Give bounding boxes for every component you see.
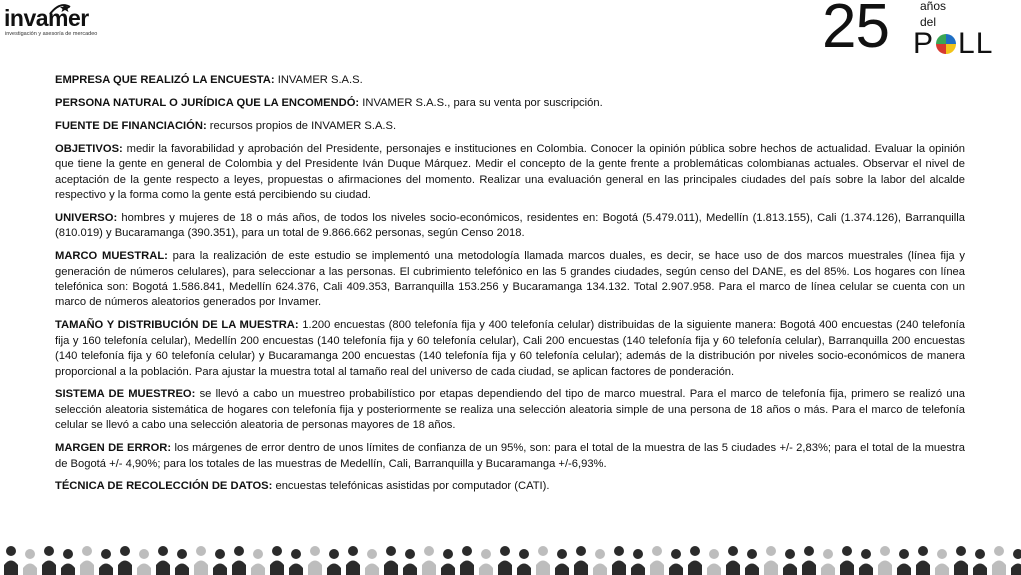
person-silhouette-icon	[954, 546, 968, 575]
paragraph-tamano-muestra: TAMAÑO Y DISTRIBUCIÓN DE LA MUESTRA: 1.200 encuestas (800 telefonía fija y 400 telefonía celular) distribuidas de la siguiente manera: Bogotá 400 encuestas (240 telefonía fija y 160 telefonía celular), Medellín 200 encuestas (140 telefonía fija y 60 telefonía celular), Cali 200 encuestas (140 telefonía fija y 60 telefonía celular), Barranquilla 200 encuestas (140 telefonía fija y 60 telefonía celular) y Bucaramanga 200 encuestas (140 telefonía fija y 60 telefonía celular); además de la distribución por niveles socio-económicos de manera proporcional a la población. Para ajustar la muestra total al tamaño real del universo de cada ciudad, se aplican factores de ponderación.	[55, 319, 965, 378]
person-silhouette-icon	[441, 549, 455, 575]
paragraph-text: hombres y mujeres de 18 o más años, de todos los niveles socio-económicos, residentes en: Bogotá (5.479.011), Medellín (1.813.155), Cali (1.374.126), Barranquilla (810.019) y Bucaramanga (390.351), para un total de 9.866.662 personas, según Censo 2018.	[55, 211, 965, 240]
person-silhouette-icon	[859, 549, 873, 575]
person-silhouette-icon	[251, 549, 265, 575]
paragraph-label: EMPRESA QUE REALIZÓ LA ENCUESTA	[55, 74, 271, 86]
poll-number: 25	[822, 0, 889, 61]
invamer-logo	[4, 6, 114, 40]
crowd-silhouette-decoration	[0, 539, 1021, 575]
person-silhouette-icon	[346, 546, 360, 575]
person-silhouette-icon	[783, 549, 797, 575]
person-silhouette-icon	[289, 549, 303, 575]
person-silhouette-icon	[726, 546, 740, 575]
logo-tagline: investigación y asesoría de mercadeo	[5, 31, 98, 37]
person-silhouette-icon	[555, 549, 569, 575]
pie-chart-icon	[935, 33, 957, 55]
person-silhouette-icon	[118, 546, 132, 575]
paragraph-label: TÉCNICA DE RECOLECCIÓN DE DATOS	[55, 480, 269, 493]
person-silhouette-icon	[916, 546, 930, 575]
person-silhouette-icon	[479, 549, 493, 575]
person-silhouette-icon	[99, 549, 113, 575]
person-silhouette-icon	[935, 549, 949, 575]
person-silhouette-icon	[840, 546, 854, 575]
poll-anos-label: años	[920, 0, 947, 13]
paragraph-tecnica: TÉCNICA DE RECOLECCIÓN DE DATOS: encuestas telefónicas asistidas por computador (CATI).	[55, 480, 550, 493]
poll-badge	[822, 0, 1007, 60]
person-silhouette-icon	[194, 546, 208, 575]
person-silhouette-icon	[156, 546, 170, 575]
person-silhouette-icon	[574, 546, 588, 575]
person-silhouette-icon	[498, 546, 512, 575]
person-silhouette-icon	[327, 549, 341, 575]
person-silhouette-icon	[650, 546, 664, 575]
paragraph-text: los márgenes de error dentro de unos límites de confianza de un 95%, son: para el total de la muestra de las 5 ciudades +/- 2,83%; para el total de la muestra de Bogotá +/- 4,90%; para los totales de las muestras de Medellín, Cali, Barranquilla y Bucaramanga +/-6,93%.	[55, 442, 965, 470]
person-silhouette-icon	[403, 549, 417, 575]
poll-del-label: del	[920, 15, 937, 29]
person-silhouette-icon	[764, 546, 778, 575]
poll-word-left: P	[913, 27, 935, 60]
person-silhouette-icon	[878, 546, 892, 575]
person-silhouette-icon	[175, 549, 189, 575]
paragraph-universo: UNIVERSO: hombres y mujeres de 18 o más años, de todos los niveles socio-económicos, residentes en: Bogotá (5.479.011), Medellín (1.813.155), Cali (1.374.126), Barranquilla (810.019) y Bucaramanga (390.351), para un total de 9.866.662 personas, según Censo 2018.	[55, 211, 965, 240]
paragraph-fuente: FUENTE DE FINANCIACIÓN: recursos propios de INVAMER S.A.S.	[55, 119, 397, 132]
person-silhouette-icon	[802, 546, 816, 575]
paragraph-label: TAMAÑO Y DISTRIBUCIÓN DE LA MUESTRA	[55, 319, 295, 332]
paragraph-text: INVAMER S.A.S., para su venta por suscripción.	[359, 96, 603, 109]
paragraph-persona: PERSONA NATURAL O JURÍDICA QUE LA ENCOMENDÓ: INVAMER S.A.S., para su venta por suscripción.	[55, 96, 603, 109]
paragraph-label: SISTEMA DE MUESTREO	[55, 388, 192, 401]
person-silhouette-icon	[745, 549, 759, 575]
person-silhouette-icon	[80, 546, 94, 575]
person-silhouette-icon	[308, 546, 322, 575]
paragraph-text: recursos propios de INVAMER S.A.S.	[206, 119, 397, 132]
person-silhouette-icon	[270, 546, 284, 575]
paragraph-label: UNIVERSO	[55, 211, 114, 224]
paragraph-label: OBJETIVOS	[55, 142, 120, 155]
paragraph-text: 1.200 encuestas (800 telefonía fija y 400 telefonía celular) distribuidas de la siguiente manera: Bogotá 400 encuestas (240 telefonía fija y 160 telefonía celular), Medellín 200 encuestas (140 telefonía fija y 60 telefonía celular), Cali 200 encuestas (140 telefonía fija y 60 telefonía celular), Barranquilla 200 encuestas (140 telefonía fija y 60 telefonía celular) y Bucaramanga 200 encuestas (140 telefonía fija y 60 telefonía celular); además de la distribución por niveles socio-económicos de manera proporcional a la población. Para ajustar la muestra total al tamaño real del universo de cada ciudad, se aplican factores de ponderación.	[55, 319, 965, 378]
person-silhouette-icon	[1011, 549, 1021, 575]
paragraph-text: INVAMER S.A.S.	[274, 74, 363, 86]
poll-word-right: LL	[958, 27, 994, 60]
person-silhouette-icon	[536, 546, 550, 575]
paragraph-text: se llevó a cabo un muestreo probabilístico por etapas dependiendo del tipo de marco muestral. Para el marco de telefonía fija, primero se realizó una selección aleatoria sistemática de hogares con telefonía fija y posteriormente se realiza una selección aleatoria simple de una persona de 18 años o más. Para el marco de telefonía celular se llevó a cabo una selección aleatoria de personas mayores de 18 años.	[55, 388, 965, 432]
logo-wordmark: invamer	[4, 5, 89, 31]
paragraph-text: medir la favorabilidad y aprobación del Presidente, personajes e instituciones en Colombia. Conocer la opinión pública sobre hechos de actualidad. Evaluar la opinión que tiene la gente en general de Colombia y del Presidente Iván Duque Márquez. Medir el concepto de la gente frente a problemáticas colombianas actuales. Observar el nivel de aceptación de la gente respecto a leyes, propuestas o afirmaciones del momento. Realizar una evaluación general en las principales ciudades del país sobre la labor del alcalde respectivo y la forma como la gente está percibiendo su ciudad.	[55, 142, 965, 201]
person-silhouette-icon	[631, 549, 645, 575]
person-silhouette-icon	[897, 549, 911, 575]
person-silhouette-icon	[61, 549, 75, 575]
person-silhouette-icon	[422, 546, 436, 575]
person-silhouette-icon	[688, 546, 702, 575]
paragraph-label: FUENTE DE FINANCIACIÓN	[55, 119, 203, 132]
paragraph-objetivos: OBJETIVOS: medir la favorabilidad y aprobación del Presidente, personajes e instituciones en Colombia. Conocer la opinión pública sobre hechos de actualidad. Evaluar la opinión que tiene la gente en general de Colombia y del Presidente Iván Duque Márquez. Medir el concepto de la gente frente a problemáticas colombianas actuales. Observar el nivel de aceptación de la gente respecto a leyes, propuestas o afirmaciones del momento. Realizar una evaluación general en las principales ciudades del país sobre la labor del alcalde respectivo y la forma como la gente está percibiendo su ciudad.	[55, 142, 965, 201]
technical-sheet	[55, 73, 965, 502]
person-silhouette-icon	[365, 549, 379, 575]
paragraph-empresa: EMPRESA QUE REALIZÓ LA ENCUESTA: INVAMER S.A.S.	[55, 74, 363, 86]
person-silhouette-icon	[460, 546, 474, 575]
poll-wordmark	[913, 28, 993, 60]
paragraph-margen-error: MARGEN DE ERROR: los márgenes de error dentro de unos límites de confianza de un 95%, son: para el total de la muestra de las 5 ciudades +/- 2,83%; para el total de la muestra de Bogotá +/- 4,90%; para los totales de las muestras de Medellín, Cali, Barranquilla y Bucaramanga +/-6,93%.	[55, 442, 965, 470]
paragraph-label: PERSONA NATURAL O JURÍDICA QUE LA ENCOMENDÓ	[55, 96, 356, 109]
person-silhouette-icon	[821, 549, 835, 575]
person-silhouette-icon	[992, 546, 1006, 575]
person-silhouette-icon	[4, 546, 18, 575]
person-silhouette-icon	[23, 549, 37, 575]
person-silhouette-icon	[384, 546, 398, 575]
paragraph-text: para la realización de este estudio se implementó una metodología llamada marcos duales, es decir, se hace uso de dos marcos muestrales (línea fija y generación de números celulares), para seleccionar a las personas. El cubrimiento telefónico en las 5 grandes ciudades, según censo del DANE, es del 85%. Los hogares con línea telefónica son: Bogotá 1.586.841, Medellín 624.376, Cali 409.353, Barranquilla 153.256 y Bucaramanga 134.132. Total 2.907.958. Para el marco de línea celular se cuenta con un marco de números aleatorios generados por Invamer.	[55, 250, 965, 309]
paragraph-text: encuestas telefónicas asistidas por computador (CATI).	[272, 480, 550, 493]
person-silhouette-icon	[707, 549, 721, 575]
paragraph-sistema-muestreo: SISTEMA DE MUESTREO: se llevó a cabo un muestreo probabilístico por etapas dependiendo del tipo de marco muestral. Para el marco de telefonía fija, primero se realizó una selección aleatoria sistemática de hogares con telefonía fija y posteriormente se realiza una selección aleatoria simple de una persona de 18 años o más. Para el marco de telefonía celular se llevó a cabo una selección aleatoria de personas mayores de 18 años.	[55, 388, 965, 432]
person-silhouette-icon	[137, 549, 151, 575]
paragraph-marco-muestral: MARCO MUESTRAL: para la realización de este estudio se implementó una metodología llamada marcos duales, es decir, se hace uso de dos marcos muestrales (línea fija y generación de números celulares), para seleccionar a las personas. El cubrimiento telefónico en las 5 grandes ciudades, según censo del DANE, es del 85%. Los hogares con línea telefónica son: Bogotá 1.586.841, Medellín 624.376, Cali 409.353, Barranquilla 153.256 y Bucaramanga 134.132. Total 2.907.958. Para el marco de línea celular se cuenta con un marco de números aleatorios generados por Invamer.	[55, 250, 965, 309]
paragraph-label: MARGEN DE ERROR	[55, 442, 168, 455]
person-silhouette-icon	[669, 549, 683, 575]
person-silhouette-icon	[213, 549, 227, 575]
paragraph-label: MARCO MUESTRAL	[55, 250, 165, 263]
person-silhouette-icon	[42, 546, 56, 575]
person-silhouette-icon	[232, 546, 246, 575]
person-silhouette-icon	[593, 549, 607, 575]
person-silhouette-icon	[973, 549, 987, 575]
person-silhouette-icon	[517, 549, 531, 575]
person-silhouette-icon	[612, 546, 626, 575]
